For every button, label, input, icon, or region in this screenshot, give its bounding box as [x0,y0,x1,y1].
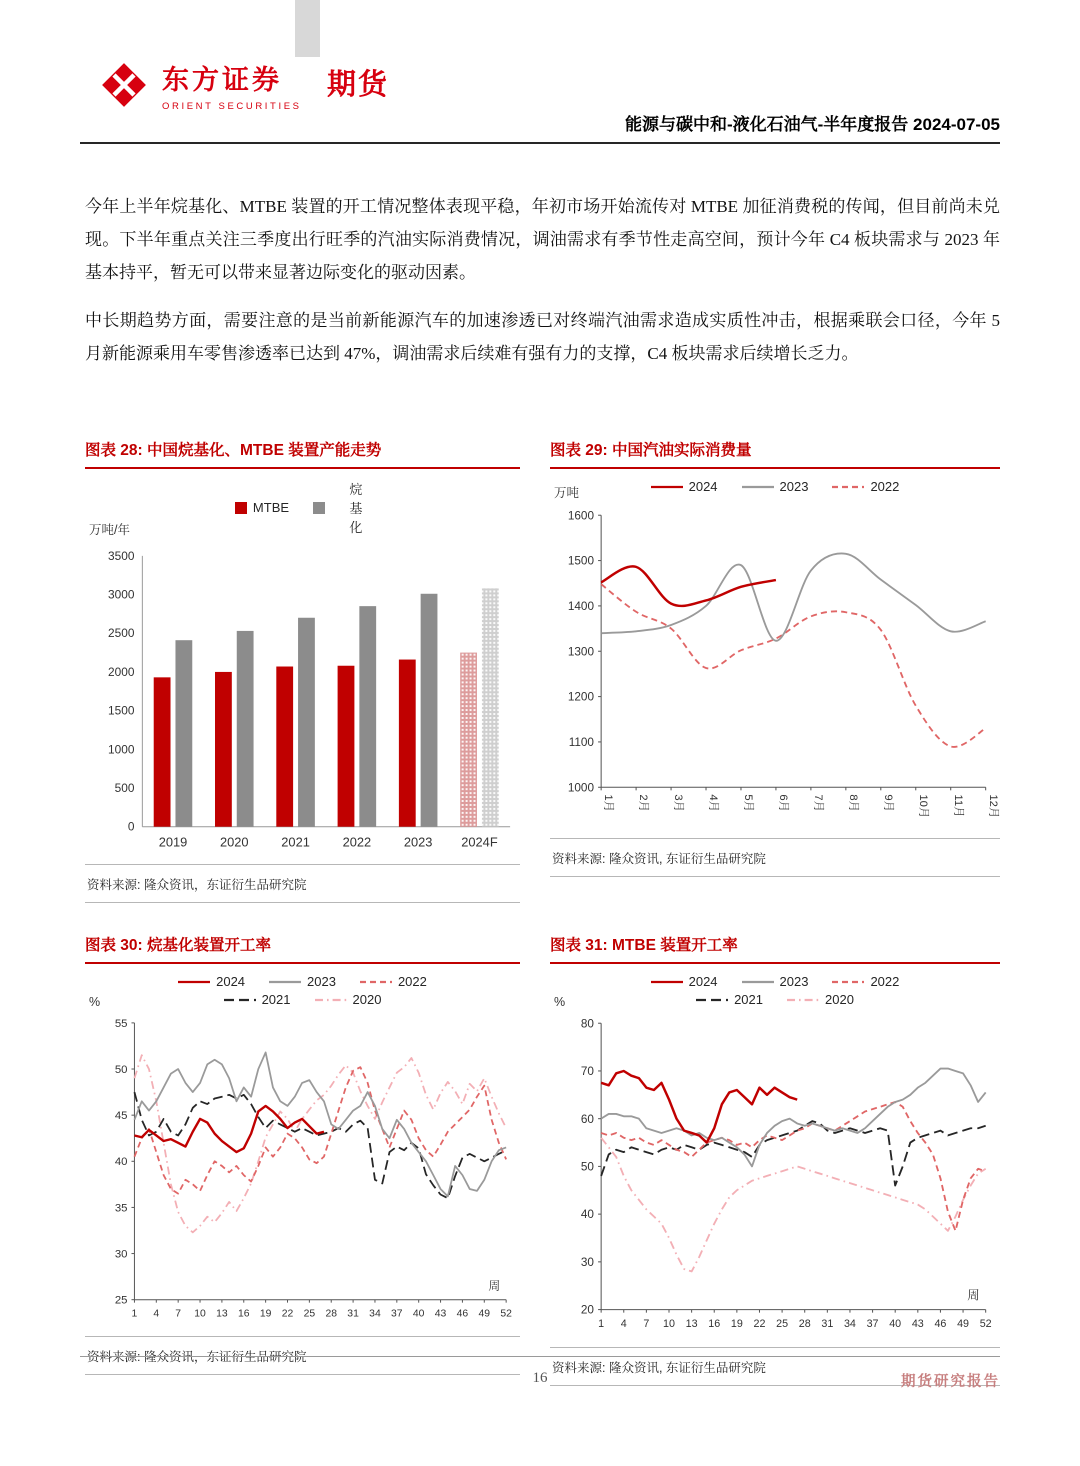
svg-text:30: 30 [580,1256,594,1270]
figure-29-title: 图表 29: 中国汽油实际消费量 [550,438,1000,469]
svg-text:10: 10 [663,1318,675,1331]
svg-text:49: 49 [957,1318,970,1331]
svg-text:500: 500 [114,780,135,795]
svg-text:13: 13 [216,1308,228,1320]
svg-text:16: 16 [708,1318,721,1331]
svg-text:7月: 7月 [811,794,824,812]
svg-text:49: 49 [478,1308,491,1320]
y-axis-label: 万吨 [554,486,580,500]
svg-text:46: 46 [456,1308,469,1320]
svg-text:2024F: 2024F [461,834,498,850]
legend-item-2021: 2021 [696,992,763,1007]
svg-text:25: 25 [303,1308,316,1320]
figure-30-plot [85,1013,520,1327]
svg-text:1500: 1500 [567,554,594,568]
figure-29 [550,438,1000,903]
svg-text:1200: 1200 [567,690,594,704]
page-number: 16 [532,1370,548,1386]
svg-text:45: 45 [114,1110,128,1123]
header-gray-bar [295,0,320,57]
footer-report-label: 期货研究报告 [901,1374,1000,1390]
svg-text:43: 43 [434,1308,447,1320]
svg-text:2月: 2月 [637,794,650,812]
figure-30-title: 图表 30: 烷基化装置开工率 [85,933,520,964]
legend-item-2022: 2022 [832,479,899,494]
figure-29-plot [550,505,1000,830]
figure-31-source: 资料来源: 隆众资讯, 东证衍生品研究院 [550,1347,1000,1386]
svg-text:8月: 8月 [846,794,859,812]
figure-31 [550,933,1000,1385]
legend-item-2020: 2020 [315,992,382,1007]
svg-text:2020: 2020 [219,834,249,850]
legend-line-icon [832,978,864,986]
svg-text:6月: 6月 [777,794,790,812]
svg-text:11月: 11月 [951,794,964,818]
svg-text:80: 80 [580,1017,594,1031]
legend-item-2022: 2022 [360,974,427,989]
figure-30-chart [85,964,520,1327]
brand-tag-futures: 期货 [327,69,390,101]
svg-text:50: 50 [580,1160,594,1174]
svg-text:12月: 12月 [986,794,999,819]
figure-31-chart [550,964,1000,1338]
svg-text:43: 43 [911,1318,924,1331]
svg-text:35: 35 [114,1202,128,1215]
svg-text:1000: 1000 [567,781,594,795]
y-axis-label: % [554,995,566,1010]
svg-text:2019: 2019 [158,834,188,850]
svg-text:37: 37 [391,1308,403,1320]
footer-divider [80,1356,1000,1357]
svg-text:20: 20 [580,1304,594,1318]
legend-line-icon [651,483,683,491]
svg-text:31: 31 [347,1308,359,1320]
figure-28-chart [85,469,520,856]
svg-text:1300: 1300 [567,645,594,659]
svg-text:50: 50 [114,1064,128,1077]
orient-securities-logo-icon [98,59,150,111]
svg-text:3500: 3500 [108,548,135,563]
legend-item-2023: 2023 [742,479,809,494]
figure-28-plot [85,542,520,856]
header-divider [80,142,1000,144]
svg-text:30: 30 [114,1248,128,1261]
figure-30-source: 资料来源: 隆众资讯，东证衍生品研究院 [85,1336,520,1375]
svg-text:1400: 1400 [567,599,594,613]
figure-28 [85,438,520,903]
svg-text:70: 70 [580,1065,594,1079]
svg-text:46: 46 [934,1318,947,1331]
paragraph-1: 今年上半年烷基化、MTBE 装置的开工情况整体表现平稳，年初市场开始流传对 MTBE 加征消费税的传闻，但目前尚未兑现。下半年重点关注三季度出行旺季的汽油实际消费情况，调油需求有季节性走高空间，预计今年 C4 板块需求与 2023 年基本持平，暂无可以带来显著边际变化的驱动因素。 [85,197,1000,282]
figure-28-title: 图表 28: 中国烷基化、MTBE 装置产能走势 [85,438,520,469]
legend-item-2022: 2022 [832,974,899,989]
legend-item-2024: 2024 [651,974,718,989]
svg-text:3000: 3000 [108,587,135,602]
svg-text:31: 31 [821,1318,834,1331]
svg-text:7: 7 [643,1318,650,1331]
figure-29-source: 资料来源: 隆众资讯, 东证衍生品研究院 [550,838,1000,877]
svg-text:40: 40 [412,1308,425,1320]
legend-line-icon [742,483,774,491]
svg-text:34: 34 [369,1308,381,1320]
document-title: 能源与碳中和-液化石油气-半年度报告 2024-07-05 [624,115,1000,134]
svg-text:1000: 1000 [108,742,135,757]
svg-text:10月: 10月 [916,794,929,819]
paragraph-2: 中长期趋势方面，需要注意的是当前新能源汽车的加速渗透已对终端汽油需求造成实质性冲击，根据乘联会口径，今年 5 月新能源乘用车零售渗透率已达到 47%，调油需求后续难有强有力的支撑，C4 板块需求后续增长乏力。 [85,311,1000,363]
figures-grid [85,438,1000,1386]
svg-text:1500: 1500 [108,703,135,718]
legend-line-icon [742,978,774,986]
svg-text:13: 13 [685,1318,698,1331]
svg-text:2000: 2000 [108,664,135,679]
svg-text:5月: 5月 [742,794,755,812]
svg-text:28: 28 [798,1318,811,1331]
svg-text:7: 7 [175,1308,182,1320]
legend-item-烷基化: 烷基化 [313,479,370,536]
legend-line-icon [178,978,210,986]
legend-item-2021: 2021 [224,992,291,1007]
legend-item-2024: 2024 [178,974,245,989]
legend-item-2023: 2023 [742,974,809,989]
brand-name-en: ORIENT SECURITIES [162,101,302,112]
svg-text:1: 1 [598,1318,605,1331]
svg-text:55: 55 [114,1018,128,1031]
brand-name-cn: 东方证券 [162,65,282,95]
figure-31-title: 图表 31: MTBE 装置开工率 [550,933,1000,964]
svg-text:4: 4 [153,1308,160,1320]
legend-line-icon [315,996,347,1004]
figure-30 [85,933,520,1385]
svg-text:19: 19 [730,1318,743,1331]
svg-text:2022: 2022 [342,834,372,850]
svg-text:1: 1 [131,1308,138,1320]
figure-29-chart [550,469,1000,830]
svg-text:16: 16 [237,1308,250,1320]
svg-text:周: 周 [488,1279,501,1294]
body-text [85,190,1000,370]
svg-text:28: 28 [325,1308,338,1320]
svg-text:2021: 2021 [281,834,310,850]
legend-item-2023: 2023 [269,974,336,989]
legend-swatch-icon [313,502,343,514]
svg-text:10: 10 [194,1308,206,1320]
legend-line-icon [651,978,683,986]
brand-block [98,58,302,112]
svg-text:40: 40 [889,1318,902,1331]
legend-line-icon [269,978,301,986]
svg-text:60: 60 [580,1113,594,1127]
y-axis-label: 万吨/年 [89,523,130,537]
legend-item-MTBE: MTBE [235,500,289,515]
svg-text:22: 22 [281,1308,294,1320]
svg-text:1100: 1100 [568,736,594,750]
legend-item-2020: 2020 [787,992,854,1007]
svg-text:40: 40 [580,1208,594,1222]
svg-text:0: 0 [127,819,135,834]
svg-text:1600: 1600 [567,509,594,523]
svg-text:3月: 3月 [672,794,685,812]
svg-text:40: 40 [114,1156,128,1169]
svg-text:37: 37 [866,1318,879,1331]
svg-text:周: 周 [967,1288,980,1303]
figure-31-plot [550,1013,1000,1338]
y-axis-label: % [89,995,101,1010]
legend-line-icon [224,996,256,1004]
svg-text:25: 25 [776,1318,789,1331]
svg-text:25: 25 [114,1295,128,1308]
svg-text:9月: 9月 [881,794,894,812]
svg-text:4: 4 [620,1318,627,1331]
legend-line-icon [360,978,392,986]
legend-line-icon [696,996,728,1004]
legend-line-icon [832,483,864,491]
brand-text [162,58,302,112]
svg-text:34: 34 [843,1318,856,1331]
svg-text:4月: 4月 [707,794,720,812]
svg-text:2500: 2500 [108,626,135,641]
svg-text:1月: 1月 [602,794,615,812]
legend-swatch-icon [235,502,247,514]
svg-text:22: 22 [753,1318,766,1331]
svg-text:52: 52 [979,1318,992,1331]
svg-text:19: 19 [259,1308,272,1320]
svg-text:2023: 2023 [403,834,433,850]
figure-28-source: 资料来源: 隆众资讯，东证衍生品研究院 [85,864,520,903]
legend-item-2024: 2024 [651,479,718,494]
svg-text:52: 52 [500,1308,512,1320]
legend-line-icon [787,996,819,1004]
